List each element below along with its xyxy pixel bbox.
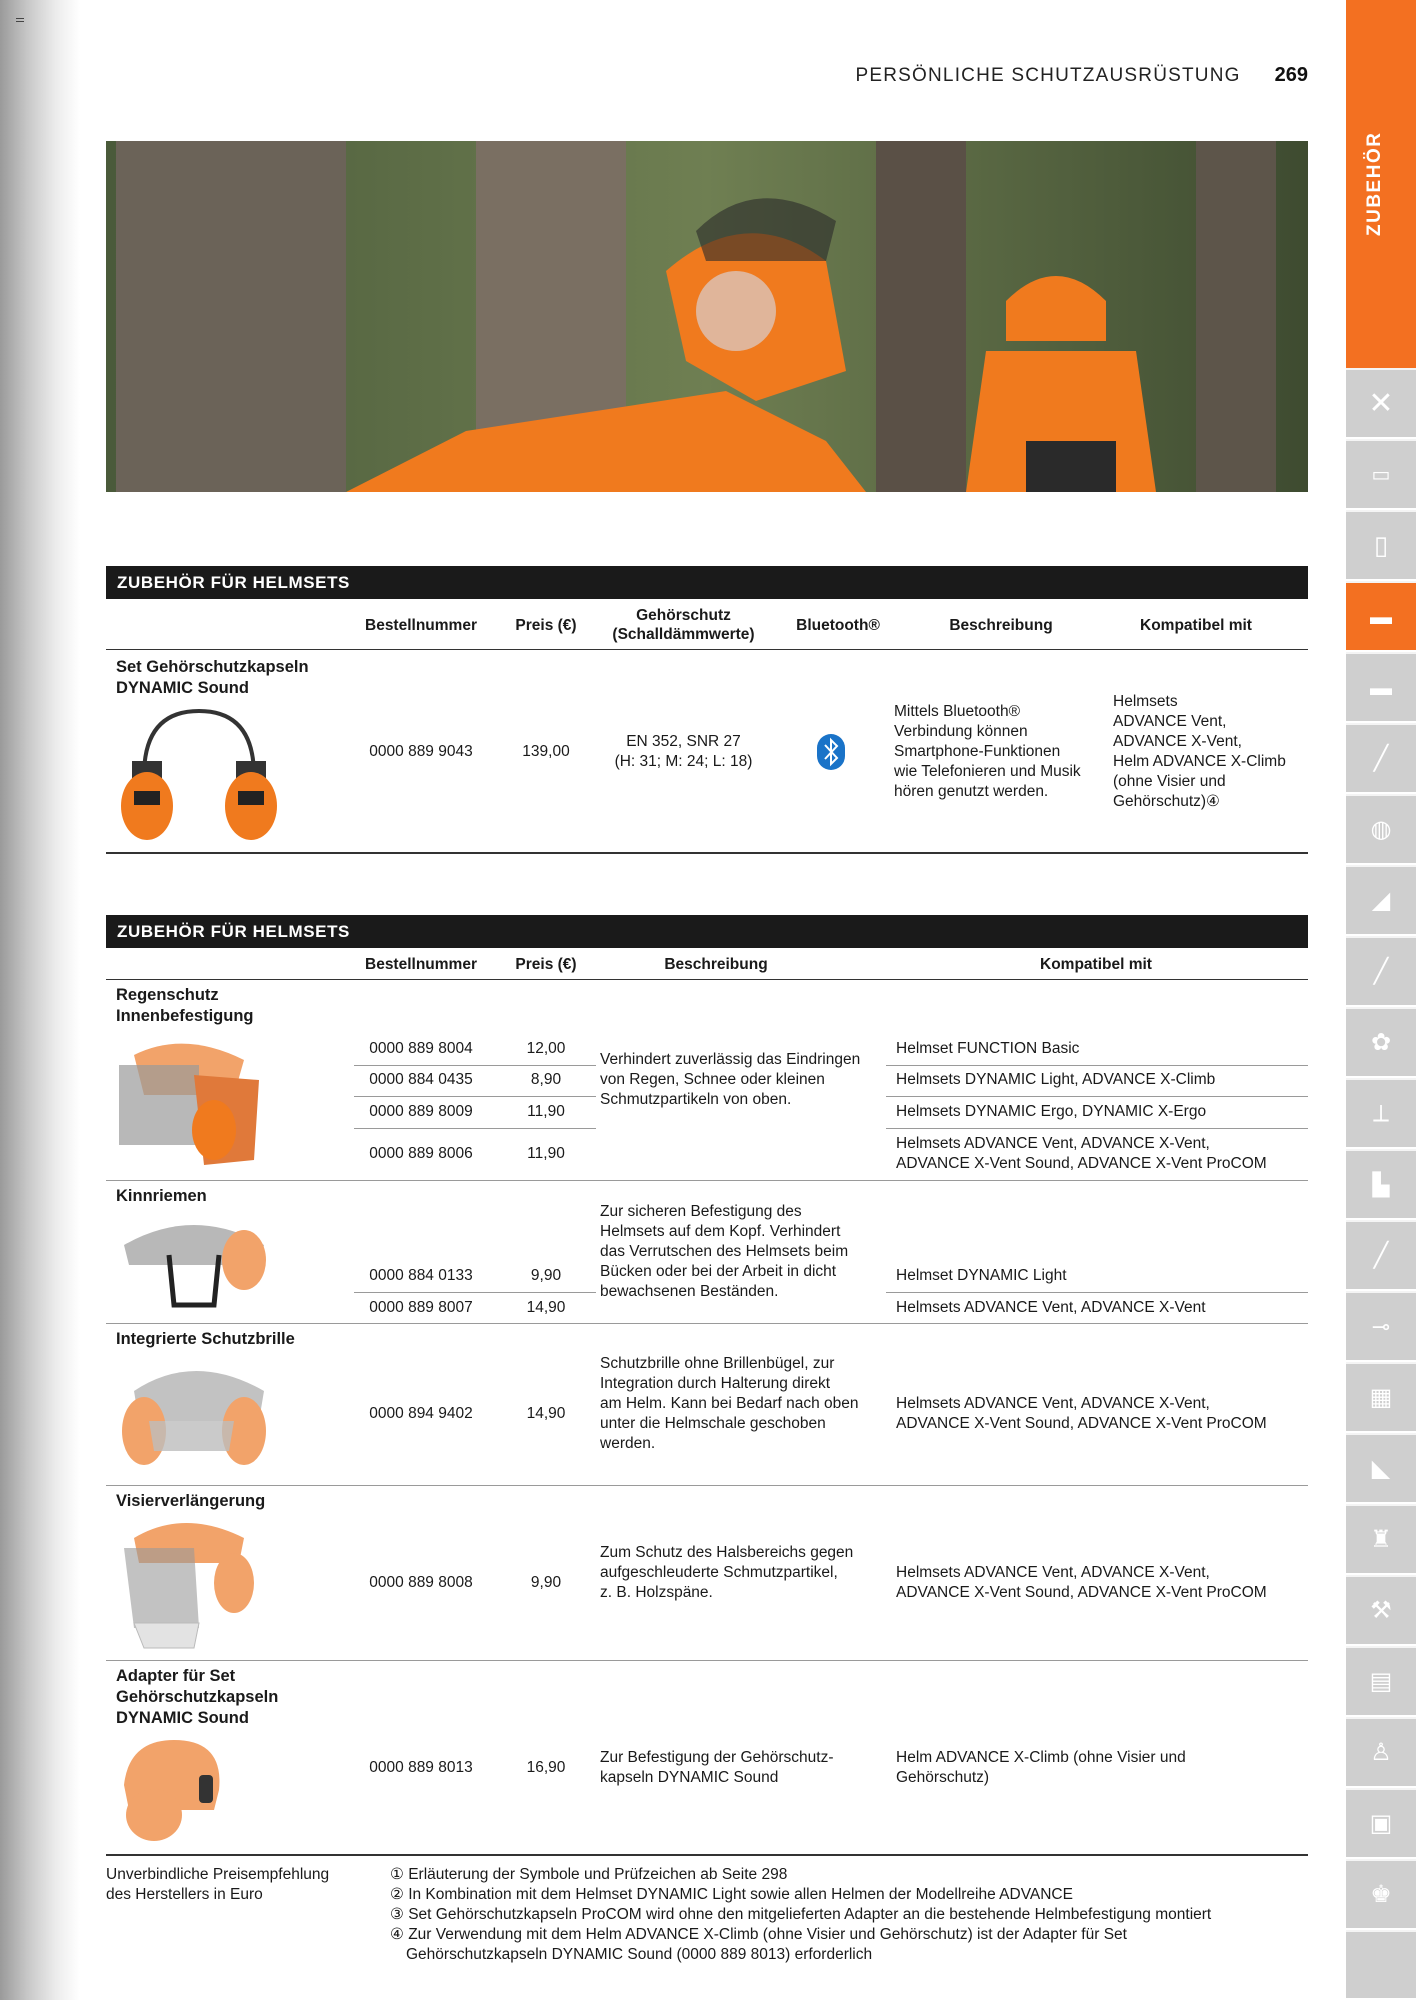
desc-line: Schmutzpartikeln von oben. xyxy=(600,1091,792,1108)
notebook-icon: ▤ xyxy=(1369,1668,1393,1695)
earth-auger-icon: ⟂ xyxy=(1372,1099,1389,1127)
bluetooth-icon xyxy=(817,734,845,770)
product-name-line2: DYNAMIC Sound xyxy=(116,679,249,697)
desc-line: bewachsenen Beständen. xyxy=(600,1283,779,1300)
col-hearing-line2: (Schalldämmwerte) xyxy=(612,626,755,643)
adapter-name-line3: DYNAMIC Sound xyxy=(116,1709,249,1727)
rain-price-3: 11,90 xyxy=(527,1103,565,1120)
shirt-icon: ♚ xyxy=(1370,1881,1392,1908)
desc-line: Schutzbrille ohne Brillenbügel, zur xyxy=(600,1355,835,1372)
goggles-description xyxy=(600,1354,890,1454)
compat-line: (ohne Visier und xyxy=(1113,773,1226,790)
section-divider xyxy=(106,1485,1308,1486)
desc-line: Zur Befestigung der Gehörschutz- xyxy=(600,1749,834,1766)
adapter-description xyxy=(600,1748,890,1788)
sidebar-smartphone[interactable] xyxy=(1346,512,1416,581)
table-title: ZUBEHÖR FÜR HELMSETS xyxy=(106,915,1308,948)
sidebar-vacuum[interactable] xyxy=(1346,1435,1416,1504)
desc-line: Verbindung können xyxy=(894,723,1028,740)
compat-line: Helmsets ADVANCE Vent, ADVANCE X-Vent, xyxy=(896,1395,1210,1412)
goggles-price: 14,90 xyxy=(526,1405,566,1422)
table-helmset-accessories-2 xyxy=(106,915,1308,1858)
vacuum-icon: ◣ xyxy=(1371,1455,1391,1482)
rain-compat-2: Helmsets DYNAMIC Light, ADVANCE X-Climb xyxy=(896,1071,1216,1088)
table-bottom-rule xyxy=(106,1854,1308,1856)
table-header-row xyxy=(106,599,1308,650)
product-name-chin: Kinnriemen xyxy=(116,1187,207,1205)
sprayer-icon: ⊸ xyxy=(1371,1313,1391,1339)
compat-line: Gehörschutz) xyxy=(896,1769,990,1786)
section-divider xyxy=(106,1323,1308,1324)
desc-line: z. B. Holzspäne. xyxy=(600,1584,713,1601)
table-bottom-rule xyxy=(106,852,1308,854)
footnote-4: ④ Zur Verwendung mit dem Helm ADVANCE X-Climb (ohne Visier und Gehörschutz) ist der Adapter für Set xyxy=(390,1926,1127,1943)
compat-line: ADVANCE X-Vent Sound, ADVANCE X-Vent ProCOM xyxy=(896,1584,1267,1601)
rain-name-line1: Regenschutz xyxy=(116,986,219,1004)
col-price: Preis (€) xyxy=(515,617,577,634)
desc-line: Zur sicheren Befestigung des xyxy=(600,1203,802,1220)
row-divider xyxy=(886,1065,1308,1066)
section-divider xyxy=(106,1660,1308,1661)
desc-line: Smartphone-Funktionen xyxy=(894,743,1061,760)
adapter-image xyxy=(114,1735,229,1845)
col-order: Bestellnummer xyxy=(365,617,477,634)
row-divider xyxy=(354,1128,596,1129)
desc-line: Zum Schutz des Halsbereichs gegen xyxy=(600,1544,854,1561)
shredder-icon: ▦ xyxy=(1369,1384,1393,1411)
price-note-line1: Unverbindliche Preisempfehlung xyxy=(106,1866,330,1883)
chainsaw-icon: ▬ xyxy=(1370,603,1392,629)
rain-price-1: 12,00 xyxy=(526,1040,566,1057)
row-divider xyxy=(886,1292,1308,1293)
rain-name-line2: Innenbefestigung xyxy=(116,1007,254,1025)
col-compatible: Kompatibel mit xyxy=(1040,956,1152,973)
compat-line: Helmsets xyxy=(1113,693,1178,710)
rain-compat-3: Helmsets DYNAMIC Ergo, DYNAMIC X-Ergo xyxy=(896,1103,1207,1120)
brushcutter-icon: ╱ xyxy=(1373,745,1389,772)
col-price: Preis (€) xyxy=(515,956,577,973)
goggles-image xyxy=(114,1351,274,1481)
sidebar-trimmer[interactable] xyxy=(1346,938,1416,1007)
compat-line: ADVANCE X-Vent, xyxy=(1113,733,1242,750)
compat-line: Gehörschutz)④ xyxy=(1113,793,1220,810)
cutoff-saw-icon: ◍ xyxy=(1370,816,1392,843)
desc-line: unter die Helmschale geschoben xyxy=(600,1415,826,1432)
chin-strap-image xyxy=(114,1210,274,1315)
sidebar-cutoff-saw[interactable] xyxy=(1346,796,1416,865)
row-divider xyxy=(886,1096,1308,1097)
rain-order-2: 0000 884 0435 xyxy=(369,1071,473,1088)
rain-order-4: 0000 889 8006 xyxy=(369,1145,473,1162)
compat-line: Helm ADVANCE X-Climb (ohne Visier und xyxy=(896,1749,1186,1766)
section-title: PERSÖNLICHE SCHUTZAUSRÜSTUNG xyxy=(855,65,1241,86)
sidebar-toolbox[interactable] xyxy=(1346,1790,1416,1859)
sidebar-tab-label: ZUBEHÖR xyxy=(1364,131,1385,236)
footnote-1: ① Erläuterung der Symbole und Prüfzeichen ab Seite 298 xyxy=(390,1866,788,1883)
compat-line: Helm ADVANCE X-Climb xyxy=(1113,753,1286,770)
row-divider xyxy=(354,1292,596,1293)
row-divider xyxy=(354,1096,596,1097)
col-description: Beschreibung xyxy=(664,956,768,973)
row-divider xyxy=(354,1065,596,1066)
product-name-goggles: Integrierte Schutzbrille xyxy=(116,1330,295,1348)
visor-order: 0000 889 8008 xyxy=(369,1574,473,1591)
spray-bottle-icon: ♙ xyxy=(1370,1739,1392,1766)
chin-order-1: 0000 884 0133 xyxy=(369,1267,473,1284)
chin-compat-1: Helmset DYNAMIC Light xyxy=(896,1267,1067,1284)
sidebar-chainsaw[interactable] xyxy=(1346,583,1416,652)
page-gutter-shadow xyxy=(0,0,80,2000)
sidebar-jacket[interactable] xyxy=(1346,1506,1416,1575)
battery-icon: ▭ xyxy=(1371,464,1391,486)
table-header-row xyxy=(106,948,1308,980)
page-number: 269 xyxy=(1274,64,1308,86)
desc-line: aufgeschleuderte Schmutzpartikel, xyxy=(600,1564,838,1581)
sidebar-sprayer[interactable] xyxy=(1346,1293,1416,1362)
visor-description xyxy=(600,1543,890,1603)
desc-line: wie Telefonieren und Musik xyxy=(894,763,1081,780)
goggles-order: 0000 894 9402 xyxy=(369,1405,473,1422)
rain-price-4: 11,90 xyxy=(527,1145,565,1162)
sidebar-hedge-trimmer[interactable] xyxy=(1346,1151,1416,1220)
adapter-name-line1: Adapter für Set xyxy=(116,1667,236,1685)
desc-line: werden. xyxy=(600,1435,656,1452)
chin-price-1: 9,90 xyxy=(530,1267,562,1284)
footnotes xyxy=(390,1865,1310,1965)
smartphone-icon: ▯ xyxy=(1373,530,1389,560)
jacket-icon: ♜ xyxy=(1370,1526,1392,1553)
axe-icon: ⚒ xyxy=(1370,1597,1392,1624)
col-hearing-line1: Gehörschutz xyxy=(636,607,731,624)
adapter-name-line2: Gehörschutzkapseln xyxy=(116,1688,279,1706)
compat-line: Helmsets ADVANCE Vent, ADVANCE X-Vent, xyxy=(896,1564,1210,1581)
menu-mark-icon xyxy=(16,18,24,22)
sidebar-shirt[interactable] xyxy=(1346,1861,1416,1930)
price-note xyxy=(106,1865,366,1905)
desc-line: von Regen, Schnee oder kleinen xyxy=(600,1071,825,1088)
col-compatible: Kompatibel mit xyxy=(1140,617,1252,634)
goggles-compat xyxy=(896,1394,1306,1434)
sidebar-battery[interactable] xyxy=(1346,441,1416,510)
product-name xyxy=(116,657,309,699)
chin-price-2: 14,90 xyxy=(526,1299,566,1316)
desc-line: hören genutzt werden. xyxy=(894,783,1049,800)
pole-pruner-icon: ▬ xyxy=(1370,674,1392,700)
compatible xyxy=(1113,692,1308,812)
hedge-trimmer-icon: ▙ xyxy=(1372,1171,1390,1197)
rain-compat-1: Helmset FUNCTION Basic xyxy=(896,1040,1080,1057)
compat-line: ADVANCE X-Vent Sound, ADVANCE X-Vent ProCOM xyxy=(896,1155,1267,1172)
lawnmower-icon: ◢ xyxy=(1371,887,1391,914)
toolbox-icon: ▣ xyxy=(1369,1810,1393,1837)
rain-order-3: 0000 889 8009 xyxy=(369,1103,473,1120)
desc-line: Verhindert zuverlässig das Eindringen xyxy=(600,1051,861,1068)
chin-order-2: 0000 889 8007 xyxy=(369,1299,473,1316)
desc-line: Mittels Bluetooth® xyxy=(894,703,1021,720)
sidebar-brushcutter[interactable] xyxy=(1346,725,1416,794)
desc-line: Helmsets auf dem Kopf. Verhindert xyxy=(600,1223,841,1240)
table-helmset-accessories-1 xyxy=(106,566,1308,854)
grass-trimmer-icon: ╱ xyxy=(1373,1242,1389,1269)
sidebar-pole-pruner[interactable] xyxy=(1346,654,1416,723)
tools-icon: ✕ xyxy=(1368,387,1394,420)
chin-description xyxy=(600,1202,890,1302)
sidebar-blower[interactable] xyxy=(1346,1009,1416,1078)
rain-order-1: 0000 889 8004 xyxy=(369,1040,473,1057)
sidebar-empty xyxy=(1346,1932,1416,2000)
adapter-price: 16,90 xyxy=(526,1759,566,1776)
chin-compat-2: Helmsets ADVANCE Vent, ADVANCE X-Vent xyxy=(896,1299,1206,1316)
table-title: ZUBEHÖR FÜR HELMSETS xyxy=(106,566,1308,599)
sidebar-spray-bottle[interactable] xyxy=(1346,1719,1416,1788)
hearing-line2: (H: 31; M: 24; L: 18) xyxy=(614,753,753,770)
col-description: Beschreibung xyxy=(949,617,1053,634)
order-number: 0000 889 9043 xyxy=(369,743,473,760)
footnote-2: ② In Kombination mit dem Helmset DYNAMIC Light sowie allen Helmen der Modellreihe ADVANCE xyxy=(390,1886,1073,1903)
description xyxy=(894,702,1094,802)
page-header xyxy=(855,64,1308,87)
earmuff-image xyxy=(114,706,284,846)
blower-icon: ✿ xyxy=(1370,1029,1392,1056)
rain-description xyxy=(600,1050,890,1110)
rain-price-2: 8,90 xyxy=(530,1071,562,1088)
adapter-compat xyxy=(896,1748,1306,1788)
footnote-3: ③ Set Gehörschutzkapseln ProCOM wird ohne den mitgelieferten Adapter an die bestehende Helmbefestigung montiert xyxy=(390,1906,1212,1923)
sidebar-tools[interactable] xyxy=(1346,370,1416,439)
visor-extension-image xyxy=(114,1513,259,1653)
compat-line: ADVANCE X-Vent Sound, ADVANCE X-Vent ProCOM xyxy=(896,1415,1267,1432)
hearing-line1: EN 352, SNR 27 xyxy=(626,733,741,750)
price-note-line2: des Herstellers in Euro xyxy=(106,1886,263,1903)
compat-line: ADVANCE Vent, xyxy=(1113,713,1227,730)
hearing-values xyxy=(596,732,771,772)
desc-line: am Helm. Kann bei Bedarf nach oben xyxy=(600,1395,859,1412)
footnote-4-cont: Gehörschutzkapseln DYNAMIC Sound (0000 889 8013) erforderlich xyxy=(406,1946,873,1963)
trimmer-icon: ╱ xyxy=(1373,958,1389,985)
product-name-visor: Visierverlängerung xyxy=(116,1492,266,1510)
category-sidebar xyxy=(1346,0,1416,2000)
sidebar-lawnmower[interactable] xyxy=(1346,867,1416,936)
product-name-line1: Set Gehörschutzkapseln xyxy=(116,658,309,676)
product-name-adapter xyxy=(116,1666,278,1729)
sidebar-axe[interactable] xyxy=(1346,1577,1416,1646)
sidebar-earth-auger[interactable] xyxy=(1346,1080,1416,1149)
adapter-order: 0000 889 8013 xyxy=(369,1759,473,1776)
sidebar-notebook[interactable] xyxy=(1346,1648,1416,1717)
desc-line: kapseln DYNAMIC Sound xyxy=(600,1769,779,1786)
desc-line: Bücken oder bei der Arbeit in dicht xyxy=(600,1263,837,1280)
hero-image xyxy=(106,141,1308,492)
compat-line: Helmsets ADVANCE Vent, ADVANCE X-Vent, xyxy=(896,1135,1210,1152)
section-divider xyxy=(106,1180,1308,1181)
product-name-rain xyxy=(116,985,254,1027)
desc-line: das Verrutschen des Helmsets beim xyxy=(600,1243,849,1260)
col-order: Bestellnummer xyxy=(365,956,477,973)
desc-line: Integration durch Halterung direkt xyxy=(600,1375,831,1392)
row-divider xyxy=(886,1128,1308,1129)
visor-compat xyxy=(896,1563,1306,1603)
price: 139,00 xyxy=(522,743,570,760)
visor-price: 9,90 xyxy=(530,1574,562,1591)
sidebar-tab-zubehoer[interactable] xyxy=(1346,0,1416,368)
rain-compat-4 xyxy=(896,1134,1306,1174)
rain-cover-image xyxy=(114,1035,264,1170)
sidebar-grass-trimmer[interactable] xyxy=(1346,1222,1416,1291)
sidebar-shredder[interactable] xyxy=(1346,1364,1416,1433)
col-hearing xyxy=(596,606,771,644)
col-bluetooth: Bluetooth® xyxy=(796,617,880,634)
